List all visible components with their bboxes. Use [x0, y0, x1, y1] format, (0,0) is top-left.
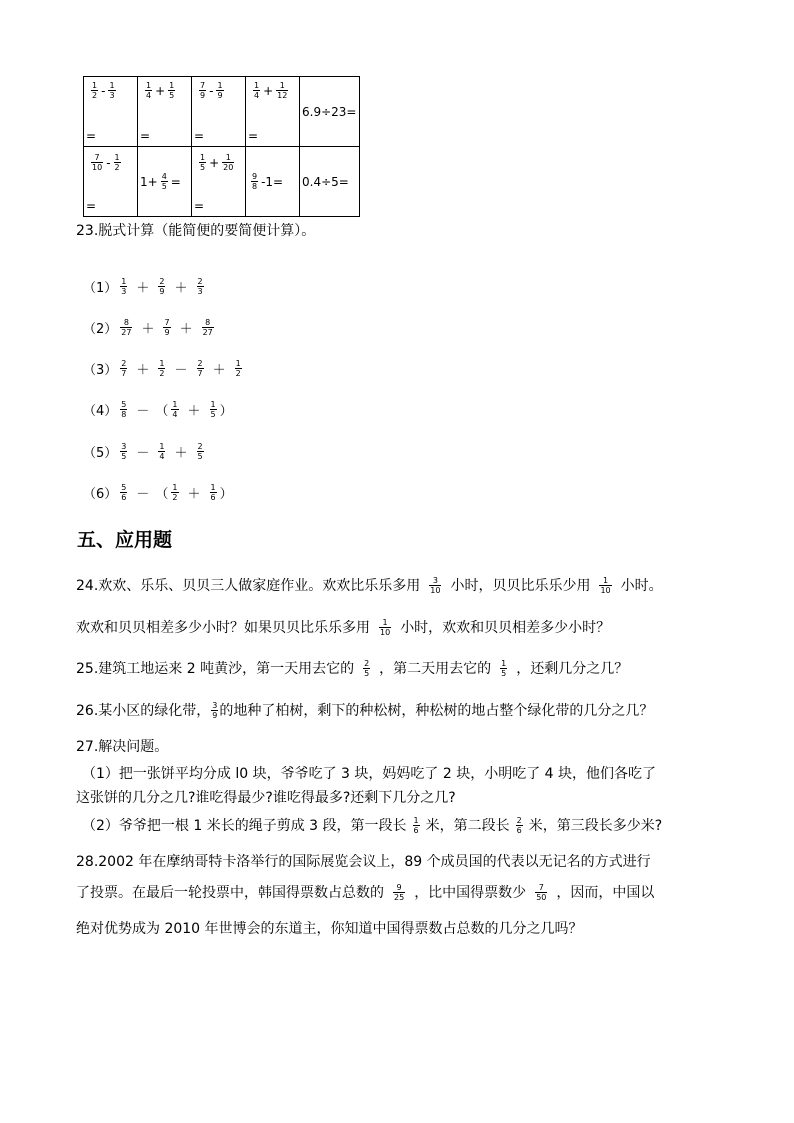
equals-sign: =: [86, 129, 97, 143]
table-row: [84, 77, 360, 147]
section-heading: 五、应用题: [77, 529, 173, 551]
fraction: $\frac{1}{12}$: [277, 81, 288, 100]
fraction: $\frac{1}{2}$: [159, 359, 165, 378]
fraction: $\frac{7}{9}$: [164, 318, 170, 337]
calc-item-6: （6） $\frac{5}{6}$ － （ $\frac{1}{2}$ ＋ $\frac{1}{6}$ ）: [83, 483, 233, 502]
question-24-line-1: 24.欢欢、乐乐、贝贝三人做家庭作业。欢欢比乐乐多用 $\frac{3}{10}$ 小时，贝贝比乐乐少用 $\frac{1}{10}$ 小时。: [76, 575, 663, 595]
fraction: $\frac{1}{4}$: [172, 400, 178, 419]
calc-item-5: （5） $\frac{3}{5}$ － $\frac{1}{4}$ ＋ $\frac{2}{5}$: [83, 442, 203, 461]
fraction: $\frac{1}{2}$: [235, 359, 241, 378]
fraction: $\frac{1}{5}$: [501, 658, 507, 678]
question-25: 25.建筑工地运来 2 吨黄沙，第一天用去它的 $\frac{2}{5}$ ，第二天用去它的 $\frac{1}{5}$ ，还剩几分之几？: [76, 658, 629, 678]
fraction: $\frac{9}{25}$: [394, 882, 405, 902]
question-28-line-3: 绝对优势成为 2010 年世博会的东道主，你知道中国得票数占总数的几分之几吗？: [76, 921, 583, 937]
fraction: $\frac{3}{5}$: [121, 442, 127, 461]
fraction: $\frac{5}{8}$: [121, 400, 127, 419]
fraction: $\frac{2}{7}$: [197, 359, 203, 378]
question-23-title: 23.脱式计算（能简便的要简便计算）。: [76, 223, 316, 239]
question-27-part-1-line-2: 这张饼的几分之几?谁吃得最少?谁吃得最多?还剩下几分之几?: [76, 790, 456, 806]
question-26: 26.某小区的绿化带， $\frac{3}{9}$ 的地种了柏树，剩下的种松树，种松树的地占整个绿化带的几分之几？: [76, 700, 654, 720]
fraction: $\frac{1}{20}$: [223, 153, 234, 172]
fraction: $\frac{5}{6}$: [121, 483, 127, 502]
question-28-line-1: 28.2002 年在摩纳哥特卡洛举行的国际展览会议上，89 个成员国的代表以无记名的方式进行: [76, 854, 651, 870]
table-cell: [300, 147, 360, 217]
fraction: $\frac{1}{4}$: [146, 81, 152, 100]
fraction: $\frac{1}{3}$: [109, 81, 115, 100]
fraction: $\frac{1}{2}$: [172, 483, 178, 502]
table-row: [84, 147, 360, 217]
table-cell: $\frac{1}{4}$ + $\frac{1}{12}$ =: [246, 77, 300, 147]
fraction: $\frac{2}{5}$: [197, 442, 203, 461]
calc-item-1: （1） $\frac{1}{3}$ ＋ $\frac{2}{9}$ ＋ $\frac{2}{3}$: [83, 277, 203, 296]
fraction: $\frac{1}{2}$: [114, 153, 120, 172]
fraction: $\frac{1}{5}$: [200, 153, 206, 172]
table-cell: 1+ $\frac{4}{5}$ =: [138, 147, 192, 217]
table-cell: $\frac{1}{2}$ - $\frac{1}{3}$ =: [84, 77, 138, 147]
question-27-title: 27.解决问题。: [76, 739, 169, 755]
table-cell: [300, 77, 360, 147]
fraction: $\frac{1}{9}$: [217, 81, 223, 100]
fraction: $\frac{2}{6}$: [516, 815, 522, 835]
calc-item-3: （3） $\frac{2}{7}$ ＋ $\frac{1}{2}$ － $\frac{2}{7}$ ＋ $\frac{1}{2}$: [83, 359, 241, 378]
table-cell: $\frac{7}{10}$ - $\frac{1}{2}$ =: [84, 147, 138, 217]
fraction: $\frac{8}{27}$: [121, 318, 132, 337]
fraction: $\frac{7}{10}$: [92, 153, 103, 172]
equals-sign: =: [248, 129, 259, 143]
table-cell: $\frac{7}{9}$ - $\frac{1}{9}$ =: [192, 77, 246, 147]
fraction: $\frac{7}{50}$: [536, 882, 547, 902]
fraction: $\frac{9}{8}$: [252, 172, 258, 191]
calc-table: [83, 76, 360, 217]
equals-sign: =: [86, 199, 97, 213]
fraction: $\frac{2}{3}$: [197, 277, 203, 296]
fraction: $\frac{1}{6}$: [413, 815, 419, 835]
decimal-expression: 6.9÷23=: [302, 104, 357, 119]
fraction: $\frac{1}{6}$: [210, 483, 216, 502]
fraction: $\frac{2}{9}$: [159, 277, 165, 296]
question-27-part-1-line-1: （1）把一张饼平均分成 l0 块，爷爷吃了 3 块，妈妈吃了 2 块，小明吃了 4 块，他们各吃了: [82, 766, 657, 782]
fraction: $\frac{2}{5}$: [364, 658, 370, 678]
fraction: $\frac{3}{10}$: [430, 575, 441, 595]
fraction: $\frac{1}{3}$: [121, 277, 127, 296]
equals-sign: =: [194, 129, 205, 143]
fraction: $\frac{1}{10}$: [600, 575, 611, 595]
question-27-part-2: （2）爷爷把一根 1 米长的绳子剪成 3 段，第一段长 $\frac{1}{6}$ 米，第二段长 $\frac{2}{6}$ 米，第三段长多少米?: [82, 815, 663, 835]
calc-item-2: （2） $\frac{8}{27}$ ＋ $\frac{7}{9}$ ＋ $\frac{8}{27}$: [83, 318, 213, 337]
question-28-line-2: 了投票。在最后一轮投票中，韩国得票数占总数的 $\frac{9}{25}$ ，比中国得票数少 $\frac{7}{50}$ ，因而，中国以: [76, 882, 655, 902]
table-cell: $\frac{1}{5}$ + $\frac{1}{20}$ =: [192, 147, 246, 217]
fraction: $\frac{1}{5}$: [210, 400, 216, 419]
fraction: $\frac{1}{5}$: [169, 81, 175, 100]
fraction: $\frac{1}{4}$: [254, 81, 260, 100]
fraction: $\frac{1}{2}$: [92, 81, 98, 100]
equals-sign: =: [194, 199, 205, 213]
table-cell: $\frac{1}{4}$ + $\frac{1}{5}$ =: [138, 77, 192, 147]
equals-sign: =: [140, 129, 151, 143]
calc-item-4: （4） $\frac{5}{8}$ － （ $\frac{1}{4}$ ＋ $\frac{1}{5}$ ）: [83, 400, 233, 419]
fraction: $\frac{4}{5}$: [161, 172, 167, 191]
fraction: $\frac{8}{27}$: [202, 318, 213, 337]
fraction: $\frac{7}{9}$: [200, 81, 206, 100]
table-cell: $\frac{9}{8}$ -1=: [246, 147, 300, 217]
fraction: $\frac{1}{10}$: [380, 617, 391, 637]
fraction: $\frac{1}{4}$: [159, 442, 165, 461]
decimal-expression: 0.4÷5=: [302, 174, 349, 189]
fraction: $\frac{3}{9}$: [212, 700, 218, 720]
fraction: $\frac{2}{7}$: [121, 359, 127, 378]
question-24-line-2: 欢欢和贝贝相差多少小时？如果贝贝比乐乐多用 $\frac{1}{10}$ 小时，欢欢和贝贝相差多少小时？: [76, 617, 611, 637]
